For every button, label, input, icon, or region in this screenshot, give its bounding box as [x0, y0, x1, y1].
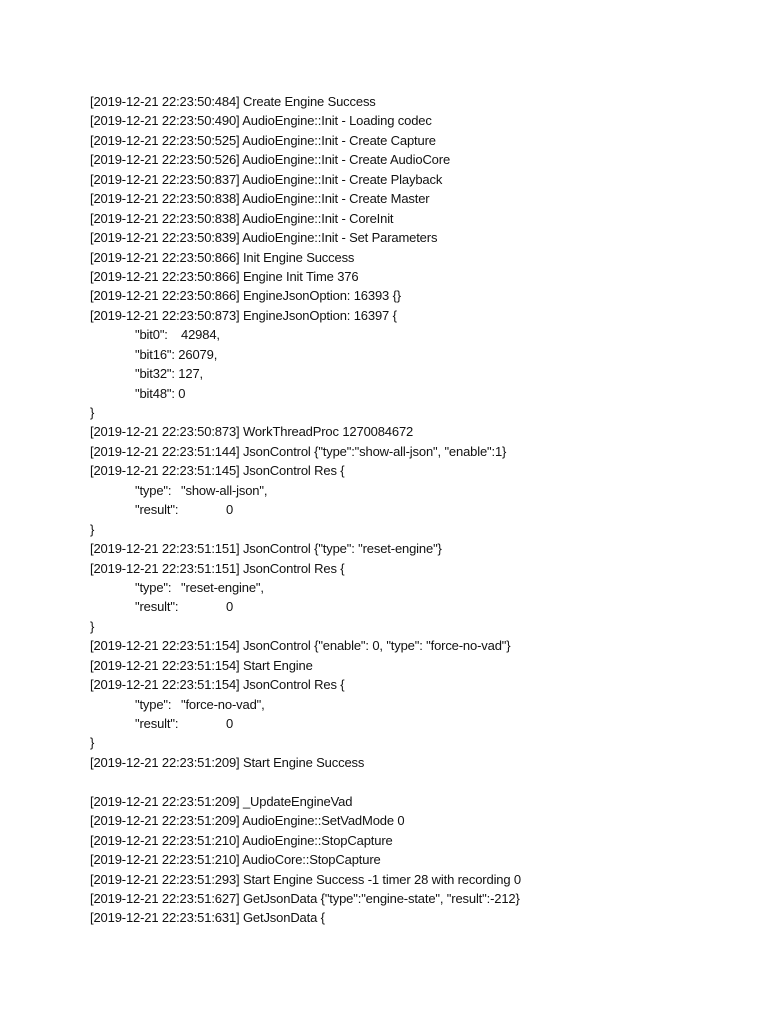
log-line: [2019-12-21 22:23:51:154] JsonControl {"enable": 0, "type": "force-no-vad"} [90, 638, 511, 654]
json-value: "force-no-vad", [181, 696, 265, 712]
log-line: [2019-12-21 22:23:50:490] AudioEngine::Init - Loading codec [90, 113, 432, 129]
log-line: [2019-12-21 22:23:51:154] Start Engine [90, 657, 313, 673]
log-line: [2019-12-21 22:23:51:151] JsonControl {"type": "reset-engine"} [90, 541, 442, 557]
log-line: [2019-12-21 22:23:50:838] AudioEngine::Init - Create Master [90, 191, 430, 207]
json-value: 0 [226, 716, 234, 731]
log-line: [2019-12-21 22:23:50:866] Init Engine Success [90, 249, 355, 265]
json-field-line [90, 695, 750, 714]
log-line: [2019-12-21 22:23:50:873] EngineJsonOption: 16397 { [90, 307, 397, 323]
log-line: [2019-12-21 22:23:50:526] AudioEngine::Init - Create AudioCore [90, 152, 451, 168]
json-key: "type": [135, 482, 172, 498]
json-key: "result": [135, 502, 179, 518]
json-key: "result": [135, 599, 179, 615]
json-field-line [90, 325, 750, 344]
log-line: [2019-12-21 22:23:50:484] Create Engine Success [90, 94, 376, 109]
log-line: [2019-12-21 22:23:51:145] JsonControl Res { [90, 463, 345, 479]
log-line: [2019-12-21 22:23:51:151] JsonControl Res { [90, 560, 345, 576]
log-line: [2019-12-21 22:23:51:631] GetJsonData { [90, 910, 325, 926]
json-value: "reset-engine", [181, 579, 264, 595]
log-line: [2019-12-21 22:23:50:839] AudioEngine::Init - Set Parameters [90, 230, 438, 246]
json-field-line: "bit16": 26079, [135, 346, 218, 362]
json-key: "result": [135, 716, 179, 731]
log-line: [2019-12-21 22:23:50:873] WorkThreadProc 1270084672 [90, 424, 414, 440]
log-line: [2019-12-21 22:23:51:154] JsonControl Res { [90, 677, 345, 693]
blank-line [90, 772, 750, 791]
log-line: [2019-12-21 22:23:51:210] AudioEngine::StopCapture [90, 832, 393, 848]
log-line: [2019-12-21 22:23:51:209] _UpdateEngineVad [90, 793, 353, 809]
log-line: [2019-12-21 22:23:51:627] GetJsonData {"type":"engine-state", "result":-212} [90, 890, 520, 906]
log-line: [2019-12-21 22:23:50:837] AudioEngine::Init - Create Playback [90, 171, 443, 187]
log-line: [2019-12-21 22:23:50:866] EngineJsonOption: 16393 {} [90, 288, 401, 304]
json-value: 0 [226, 502, 234, 518]
json-value: 0 [226, 599, 234, 615]
json-close-brace: } [90, 521, 95, 537]
json-field-line [90, 500, 750, 519]
json-value: 42984, [181, 327, 220, 343]
log-line: [2019-12-21 22:23:51:209] Start Engine Success [90, 754, 365, 770]
log-line: [2019-12-21 22:23:51:293] Start Engine Success -1 timer 28 with recording 0 [90, 871, 522, 887]
json-field-line [90, 481, 750, 500]
json-field-line: "bit48": 0 [135, 385, 186, 401]
json-key: "type": [135, 696, 172, 712]
json-field-line [90, 597, 750, 616]
json-close-brace: } [90, 405, 95, 420]
json-close-brace: } [90, 618, 95, 634]
log-line: [2019-12-21 22:23:51:210] AudioCore::StopCapture [90, 852, 381, 868]
log-line: [2019-12-21 22:23:50:838] AudioEngine::Init - CoreInit [90, 210, 394, 226]
json-field-line: "bit32": 127, [135, 366, 203, 382]
log-line: [2019-12-21 22:23:50:525] AudioEngine::Init - Create Capture [90, 132, 436, 148]
json-key: "bit0": [135, 327, 168, 343]
json-key: "type": [135, 579, 172, 595]
json-close-brace: } [90, 735, 95, 751]
log-line: [2019-12-21 22:23:51:144] JsonControl {"type":"show-all-json", "enable":1} [90, 443, 507, 459]
json-value: "show-all-json", [181, 482, 268, 498]
log-output [90, 92, 750, 928]
log-line: [2019-12-21 22:23:51:209] AudioEngine::SetVadMode 0 [90, 813, 405, 829]
json-field-line [90, 714, 750, 733]
log-line: [2019-12-21 22:23:50:866] Engine Init Time 376 [90, 268, 359, 284]
json-field-line [90, 578, 750, 597]
